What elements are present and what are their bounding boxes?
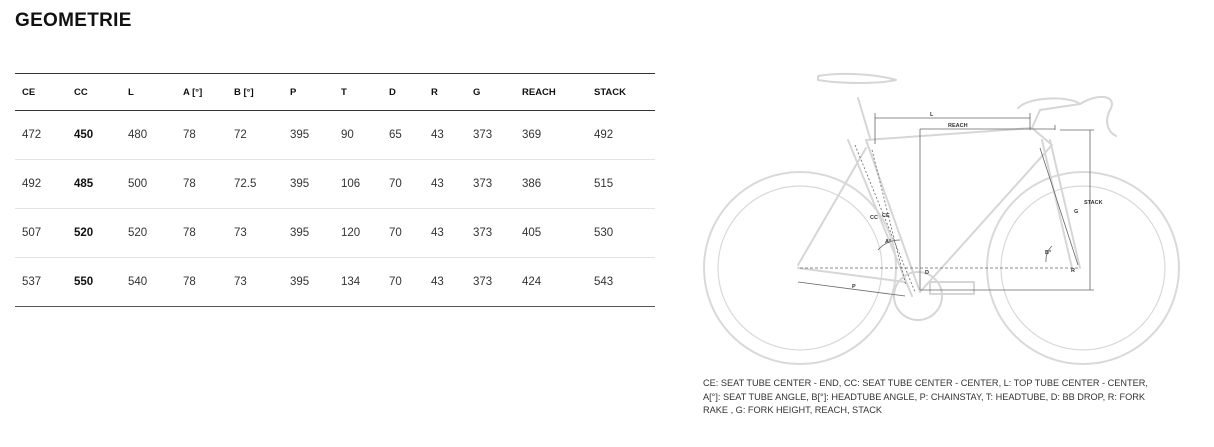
label-reach: REACH (948, 123, 968, 129)
column-header-l: L (121, 74, 176, 111)
column-header-b: B [°] (227, 74, 283, 111)
table-row (15, 111, 655, 160)
column-header-p: P (283, 74, 334, 111)
column-header-t: T (334, 74, 382, 111)
table-cell: 395 (283, 160, 334, 209)
table-cell: 78 (176, 209, 227, 258)
label-r: R (1071, 268, 1075, 274)
column-header-cc: CC (67, 74, 121, 111)
table-cell: 90 (334, 111, 382, 160)
table-cell: 373 (466, 209, 515, 258)
table-cell: 492 (587, 111, 655, 160)
bike-frame (798, 74, 1116, 320)
label-a: A° (885, 239, 892, 245)
label-stack: STACK (1084, 200, 1103, 206)
table-cell: 540 (121, 258, 176, 307)
geometry-table (15, 73, 655, 307)
table-cell: 485 (67, 160, 121, 209)
bike-geometry-diagram (700, 60, 1185, 365)
table-cell: 507 (15, 209, 67, 258)
table-cell: 424 (515, 258, 587, 307)
label-d: D (925, 270, 929, 276)
table-row (15, 160, 655, 209)
table-cell: 373 (466, 111, 515, 160)
table-cell: 72.5 (227, 160, 283, 209)
table-cell: 373 (466, 160, 515, 209)
table-cell: 450 (67, 111, 121, 160)
table-cell: 405 (515, 209, 587, 258)
table-row (15, 209, 655, 258)
table-cell: 520 (67, 209, 121, 258)
table-cell: 78 (176, 160, 227, 209)
label-b: B° (1045, 250, 1052, 256)
table-cell: 395 (283, 209, 334, 258)
table-cell: 43 (424, 160, 466, 209)
table-cell: 520 (121, 209, 176, 258)
geometry-legend: CE: SEAT TUBE CENTER - END, CC: SEAT TUBE CENTER - CENTER, L: TOP TUBE CENTER - CENTER, A[°]: SEAT TUBE ANGLE, B[°]: HEADTUBE ANGLE, P: CHAINSTAY, T: HEADTUBE, D: BB DROP, R: FORK RAKE , G: FORK HEIGHT, REACH, STACK (703, 378, 1148, 416)
table-cell: 70 (382, 258, 424, 307)
column-header-stack: STACK (587, 74, 655, 111)
column-header-ce: CE (15, 74, 67, 111)
label-cc: CC (870, 215, 878, 221)
label-l: L (930, 112, 934, 118)
table-cell: 530 (587, 209, 655, 258)
table-cell: 492 (15, 160, 67, 209)
table-cell: 515 (587, 160, 655, 209)
column-header-a: A [°] (176, 74, 227, 111)
table-cell: 106 (334, 160, 382, 209)
table-cell: 369 (515, 111, 587, 160)
table-cell: 43 (424, 209, 466, 258)
table-cell: 78 (176, 111, 227, 160)
table-cell: 550 (67, 258, 121, 307)
label-p: P (852, 284, 856, 290)
table-cell: 395 (283, 258, 334, 307)
column-header-reach: REACH (515, 74, 587, 111)
table-cell: 43 (424, 258, 466, 307)
table-cell: 43 (424, 111, 466, 160)
table-cell: 70 (382, 209, 424, 258)
table-cell: 73 (227, 209, 283, 258)
column-header-g: G (466, 74, 515, 111)
table-cell: 500 (121, 160, 176, 209)
table-header-row (15, 74, 655, 111)
table-cell: 395 (283, 111, 334, 160)
column-header-r: R (424, 74, 466, 111)
label-g: G (1074, 209, 1079, 215)
table-cell: 134 (334, 258, 382, 307)
table-cell: 472 (15, 111, 67, 160)
table-cell: 73 (227, 258, 283, 307)
table-cell: 373 (466, 258, 515, 307)
table-cell: 72 (227, 111, 283, 160)
table-cell: 120 (334, 209, 382, 258)
table-cell: 480 (121, 111, 176, 160)
page-title: GEOMETRIE (15, 10, 132, 31)
label-ce: CE (882, 213, 890, 219)
table-cell: 386 (515, 160, 587, 209)
table-cell: 78 (176, 258, 227, 307)
column-header-d: D (382, 74, 424, 111)
table-cell: 537 (15, 258, 67, 307)
table-row (15, 258, 655, 307)
table-cell: 70 (382, 160, 424, 209)
table-cell: 65 (382, 111, 424, 160)
table-cell: 543 (587, 258, 655, 307)
